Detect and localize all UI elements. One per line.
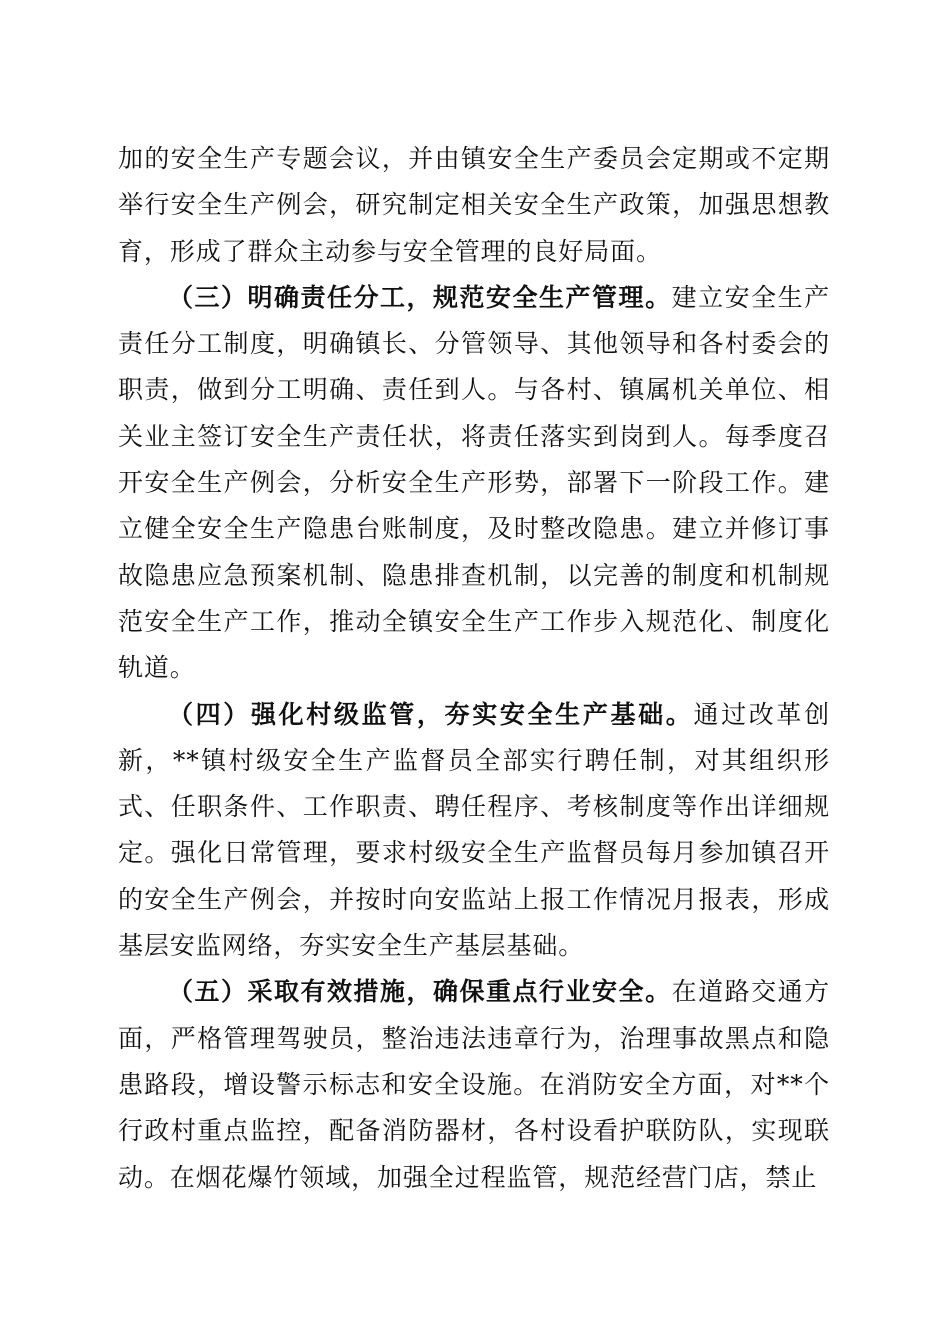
paragraph-section-3 (118, 275, 830, 692)
paragraph-text: 在道路交通方面，严格管理驾驶员，整治违法违章行为，治理事故黑点和隐患路段，增设警示标志和安全设施。在消防安全方面，对**个行政村重点监控，配备消防器材，各村设看护联防队，实现联动。在烟花爆竹领域，加强全过程监管，规范经营门店，禁止 (118, 977, 830, 1192)
paragraph-text: 加的安全生产专题会议，并由镇安全生产委员会定期或不定期举行安全生产例会，研究制定相关安全生产政策，加强思想教育，形成了群众主动参与安全管理的良好局面。 (118, 144, 830, 266)
section-heading-3: （三）明确责任分工，规范安全生产管理。 (168, 282, 672, 312)
document-body (118, 136, 830, 1201)
paragraph-text: 建立安全生产责任分工制度，明确镇长、分管领导、其他领导和各村委会的职责，做到分工明确、责任到人。与各村、镇属机关单位、相关业主签订安全生产责任状，将责任落实到岗到人。每季度召开安全生产例会，分析安全生产形势，部署下一阶段工作。建立健全安全生产隐患台账制度，及时整改隐患。建立并修订事故隐患应急预案机制、隐患排查机制，以完善的制度和机制规范安全生产工作，推动全镇安全生产工作步入规范化、制度化轨道。 (118, 282, 830, 683)
section-heading-5: （五）采取有效措施，确保重点行业安全。 (168, 977, 672, 1007)
section-heading-4: （四）强化村级监管，夯实安全生产基础。 (168, 699, 694, 729)
paragraph-text: 通过改革创新，**镇村级安全生产监督员全部实行聘任制，对其组织形式、任职条件、工作职责、聘任程序、考核制度等作出详细规定。强化日常管理，要求村级安全生产监督员每月参加镇召开的安全生产例会，并按时向安监站上报工作情况月报表，形成基层安监网络，夯实安全生产基层基础。 (118, 699, 830, 961)
paragraph-section-5 (118, 969, 830, 1200)
paragraph-continuation (118, 136, 830, 275)
paragraph-section-4 (118, 692, 830, 970)
